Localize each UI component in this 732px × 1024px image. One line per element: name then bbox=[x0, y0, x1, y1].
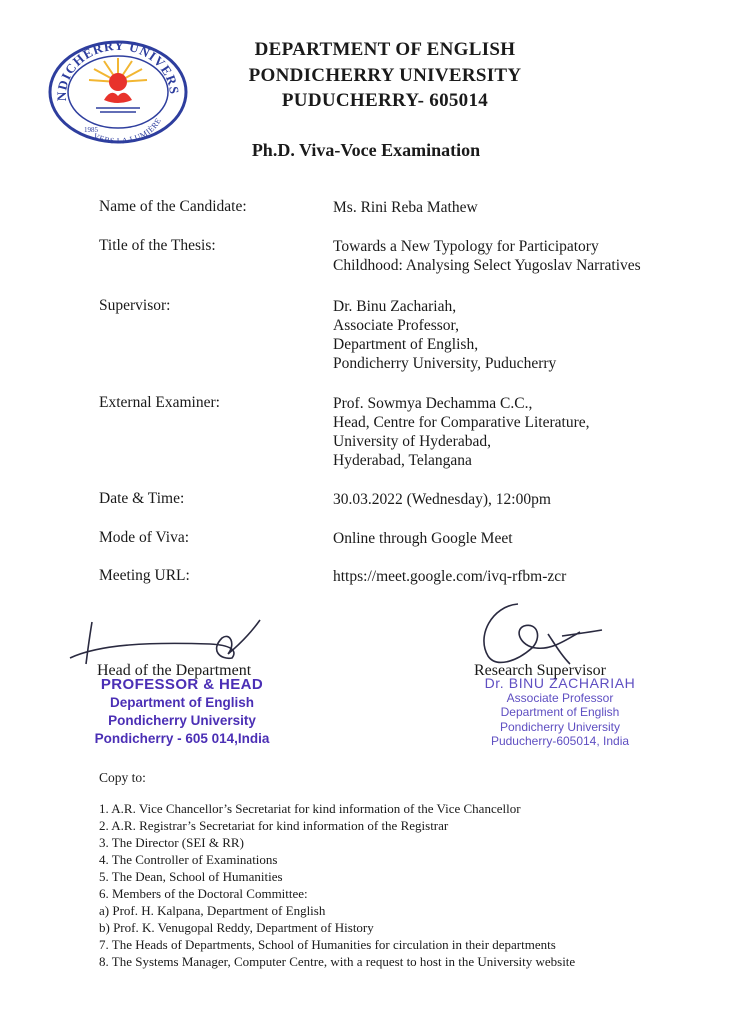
stamp-line: Puducherry-605014, India bbox=[490, 734, 630, 748]
list-item: 7. The Heads of Departments, School of Humanities for circulation in their departments bbox=[99, 937, 556, 952]
mode-label: Mode of Viva: bbox=[99, 529, 190, 546]
supervisor-sign-label: Research Supervisor bbox=[474, 662, 606, 679]
logo-year: 1985 bbox=[84, 126, 98, 134]
thesis-line: Towards a New Typology for Participatory bbox=[333, 238, 599, 255]
stamp-line: Pondicherry University bbox=[499, 719, 621, 734]
university-seal-icon bbox=[44, 36, 192, 144]
thesis-label: Title of the Thesis: bbox=[99, 237, 216, 254]
supervisor-line: Pondicherry University, Puducherry bbox=[333, 355, 557, 372]
stamp-line: Pondicherry University bbox=[108, 713, 256, 728]
university-logo bbox=[44, 36, 192, 144]
supervisor-value bbox=[333, 297, 556, 373]
header-university: PONDICHERRY UNIVERSITY bbox=[248, 65, 522, 86]
candidate-label: Name of the Candidate: bbox=[99, 198, 247, 215]
list-item: 6. Members of the Doctoral Committee: bbox=[99, 886, 308, 901]
supervisor-line: Associate Professor, bbox=[333, 317, 459, 334]
stamp-line: Pondicherry - 605 014,India bbox=[94, 731, 270, 746]
svg-text:VERS LA LUMIÈRE bbox=[92, 116, 163, 144]
datetime-value: 30.03.2022 (Wednesday), 12:00pm bbox=[333, 491, 551, 508]
list-item: 5. The Dean, School of Humanities bbox=[99, 869, 283, 884]
stamp-line: Department of English bbox=[500, 705, 620, 719]
supervisor-label: Supervisor: bbox=[99, 297, 171, 314]
datetime-label: Date & Time: bbox=[99, 490, 185, 507]
thesis-line: Childhood: Analysing Select Yugoslav Narratives bbox=[333, 257, 641, 274]
hod-stamp bbox=[82, 676, 282, 748]
page-title: Ph.D. Viva-Voce Examination bbox=[251, 140, 481, 160]
examiner-line: Prof. Sowmya Dechamma C.C., bbox=[333, 395, 533, 412]
list-item: 3. The Director (SEI & RR) bbox=[99, 835, 244, 850]
supervisor-line: Dr. Binu Zachariah, bbox=[333, 298, 457, 315]
list-item: a) Prof. H. Kalpana, Department of English bbox=[99, 903, 326, 918]
list-item: b) Prof. K. Venugopal Reddy, Department of History bbox=[99, 920, 374, 935]
stamp-line: Dr. BINU ZACHARIAH bbox=[484, 675, 636, 691]
list-item: 1. A.R. Vice Chancellor’s Secretariat for kind information of the Vice Chancellor bbox=[99, 801, 521, 816]
list-item: 8. The Systems Manager, Computer Centre, with a request to host in the University website bbox=[99, 954, 576, 969]
header-department: DEPARTMENT OF ENGLISH bbox=[254, 39, 516, 60]
examiner-label: External Examiner: bbox=[99, 394, 220, 411]
stamp-line: PROFESSOR & HEAD bbox=[100, 676, 264, 693]
copy-to-heading: Copy to: bbox=[99, 770, 146, 785]
thesis-value bbox=[333, 237, 641, 275]
header-city: PUDUCHERRY- 605014 bbox=[281, 90, 489, 111]
mode-value: Online through Google Meet bbox=[333, 530, 513, 547]
examiner-line: Head, Centre for Comparative Literature, bbox=[333, 414, 590, 431]
examiner-line: Hyderabad, Telangana bbox=[333, 452, 472, 469]
examiner-value bbox=[333, 394, 590, 470]
hod-label: Head of the Department bbox=[97, 662, 252, 679]
stamp-line: Department of English bbox=[109, 695, 254, 710]
examiner-line: University of Hyderabad, bbox=[333, 433, 491, 450]
supervisor-stamp bbox=[455, 676, 665, 749]
list-item: 2. A.R. Registrar’s Secretariat for kind information of the Registrar bbox=[99, 818, 449, 833]
stamp-line: Associate Professor bbox=[506, 690, 614, 705]
list-item: 4. The Controller of Examinations bbox=[99, 852, 278, 867]
candidate-value: Ms. Rini Reba Mathew bbox=[333, 199, 478, 216]
logo-motto: VERS LA LUMIÈRE bbox=[91, 116, 164, 144]
meeting-url[interactable]: https://meet.google.com/ivq-rfbm-zcr bbox=[333, 568, 567, 585]
copy-to-list bbox=[99, 800, 699, 970]
logo-ring-text: NDICHERRY UNIVERS bbox=[53, 37, 183, 102]
url-label: Meeting URL: bbox=[99, 567, 190, 584]
svg-text:PONDICHERRY UNIVERSITY bbox=[44, 36, 182, 101]
supervisor-line: Department of English, bbox=[333, 336, 479, 353]
